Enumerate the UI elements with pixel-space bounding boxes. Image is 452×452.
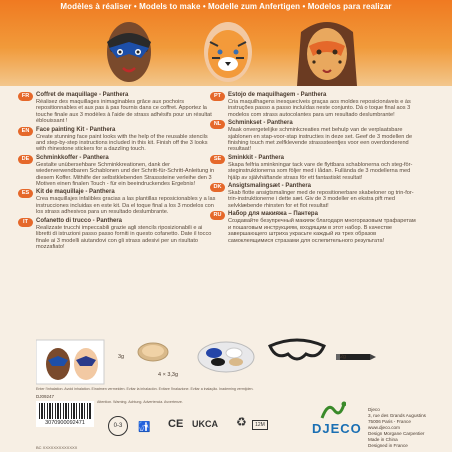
djeco-logo: DJECO bbox=[312, 421, 362, 436]
lang-body: Gestalte unübersehbare Schminkkreationen, dank der wiederverwendbaren Schablonen und der Schritt-für-Schritt-Anleitung in diesem Koffer. Mithilfe der selbstklebenden Strasssteine verleihe den 3 Motiven einen finalen Touch - für ein beeindruckendes Ergebnis! bbox=[36, 161, 215, 188]
recycle-icon: ♻ bbox=[236, 415, 247, 429]
header-title: Modèles à réaliser • Models to make • Modelle zum Anfertigen • Modelos para realizar bbox=[60, 2, 392, 11]
lang-title: Schminkkoffer - Panthera bbox=[36, 154, 109, 161]
kit-contents bbox=[36, 332, 420, 390]
fine-print-warnings: Enter l'inhalation. Avoid inhalation. Einatmen vermeiden. Evitar la inhalación. Evitare l'inalazione. Evitar a inalação. Inademing vermijden. bbox=[36, 387, 254, 391]
lang-title: Coffret de maquillage - Panthera bbox=[36, 92, 129, 98]
fine-print-attention: Attention. Warning. Achtung. Advertencia. Avvertenze. bbox=[97, 400, 183, 404]
lang-title: Schminkset - Panthera bbox=[228, 120, 293, 127]
barcode-bars bbox=[39, 403, 91, 419]
lang-title: Estojo de maquilhagem - Panthera bbox=[228, 92, 327, 98]
lang-body: Skab flotte ansigtsmalinger med de repositionerbare skabeloner og trin-for-trin-instruktionerne i dette sæt. Giv de 3 modeller en ekstra pift med selvklæbende rhinsten for et flot resultat! bbox=[228, 190, 414, 209]
lang-code: FR bbox=[18, 92, 33, 101]
lang-block-it bbox=[23, 217, 218, 251]
product-reference: DJ09247 bbox=[36, 394, 55, 399]
language-column-right bbox=[213, 92, 420, 246]
lang-block-fr bbox=[21, 92, 218, 125]
paint-pot-icon bbox=[136, 340, 170, 364]
barcode bbox=[36, 401, 94, 427]
lang-body: Maak onvergetelijke schminkcreaties met behulp van de verplaatsbare sjablonen en stap-voor-stap instructies in deze set. Geef de 3 modellen de finishing touch met zelfklevende strasssteentjes voor een overdonderend resultaat! bbox=[228, 127, 413, 153]
lang-block-de bbox=[21, 154, 218, 188]
barcode-number: 3070900092471 bbox=[45, 420, 85, 426]
pot-caption: 3g bbox=[118, 354, 125, 360]
lang-body: Réalisez des maquillages inimaginables grâce aux pochoirs repositionnables et aux pas à pas fournis dans ce coffret. Apportez la touche finale aux 3 modèles à l'aide de strass adhésifs pour un résultat éblouissant ! bbox=[36, 99, 212, 125]
lang-code: ES bbox=[18, 189, 33, 198]
lang-body: Crea maquillajes infalibles gracias a las plantillas reposicionables y a las instrucciones incluidas en este kit. Da el toque final a los 3 modelos con los strass adhesivos para un resultado deslumbrante. bbox=[36, 196, 216, 216]
lang-block-dk bbox=[213, 183, 420, 209]
face-example-1 bbox=[89, 12, 169, 86]
lang-title: Набор для макияжа – Пантера bbox=[228, 211, 318, 218]
lang-title: Ansigtsmalingsæt - Panthera bbox=[228, 183, 312, 190]
footer bbox=[36, 387, 436, 452]
lang-block-pt bbox=[213, 92, 420, 118]
lang-body: Create stunning face paint looks with the help of the reusable stencils and step-by-step instructions included in this kit. Finish off the 3 looks with rhinestone stickers for a dazzling touch. bbox=[36, 133, 208, 153]
pencil-caption: 2g bbox=[340, 354, 347, 360]
lang-body: Skapa felfria sminkningar tack vare de flyttbara schablonerna och steg-för-steginstruktionerna som följer med i lådan. Fullända de 3 modellerna med hjälp av självhäftande strass för ett fantastiskt resultat! bbox=[228, 161, 413, 181]
age-warning-icon: 0-3 bbox=[108, 416, 128, 436]
tidyman-icon: 🚮 bbox=[138, 422, 151, 433]
lang-code: DK bbox=[210, 183, 225, 192]
bc-code: BC XXXXXXXXXXXXX bbox=[36, 445, 78, 450]
lang-code: SE bbox=[210, 155, 225, 164]
face-examples bbox=[0, 12, 452, 86]
face-example-2 bbox=[188, 12, 268, 86]
language-column-left bbox=[21, 92, 218, 252]
lang-code: NL bbox=[210, 120, 225, 129]
lang-code: RU bbox=[210, 211, 225, 220]
lang-code: IT bbox=[18, 218, 33, 227]
paint-palette-icon bbox=[196, 340, 256, 374]
header-band bbox=[0, 0, 452, 86]
period-after-opening-icon: 12M bbox=[252, 420, 268, 430]
lang-title: Kit de maquillaje - Panthera bbox=[36, 189, 115, 196]
lang-block-es bbox=[21, 189, 218, 216]
lang-title: Sminkkit - Panthera bbox=[228, 154, 285, 161]
face-example-3 bbox=[287, 12, 367, 86]
lang-block-se bbox=[213, 154, 420, 181]
gecko-logo-icon bbox=[320, 400, 346, 422]
lang-title: Face painting Kit - Panthera bbox=[36, 126, 116, 133]
lang-body: Realizzate trucchi impeccabili grazie agli stencils riposizionabili e ai libretti di istruzioni passo passo forniti in questo cofanetto. Date il tocco finale ai 3 modelli aiutandovi con gli strass adesivi per un risultato mozzafiato! bbox=[36, 224, 212, 250]
instruction-booklet-image bbox=[36, 336, 106, 386]
lang-body: Создавайте безупречный макияж благодаря многоразовым трафаретам и пошаговым инструкциям, входящим в этот набор. В качестве завершающего штриха украсьте каждый из трех образов самоклеящимися стразами для ослепительного результата! bbox=[228, 218, 416, 244]
company-address: Djeco 3, rue des Grands Augustins 75006 Paris - France www.djeco.com Design Morgane Carpentier Made in China Designed in France bbox=[368, 407, 426, 448]
palette-caption: 4 × 3,3g bbox=[158, 372, 179, 378]
ce-mark-icon: CE bbox=[168, 418, 184, 430]
lang-body: Cria maquilhagens inesquecíveis graças aos moldes reposicionáveis e às instruções passo a passo incluídas neste conjunto. Dá o toque final aos 3 modelos com strass autocolantes para um resultado deslumbrante! bbox=[228, 99, 411, 118]
lang-code: EN bbox=[18, 127, 33, 136]
lang-code: PT bbox=[210, 92, 225, 101]
lang-block-en bbox=[21, 126, 218, 153]
lang-block-ru bbox=[213, 211, 420, 244]
lang-title: Cofanetto di trucco - Panthera bbox=[36, 217, 123, 224]
lang-code: DE bbox=[18, 155, 33, 164]
stencil-mask-icon bbox=[268, 338, 326, 364]
ukca-mark-icon: UKCA bbox=[192, 419, 218, 429]
lang-block-nl bbox=[213, 120, 420, 153]
